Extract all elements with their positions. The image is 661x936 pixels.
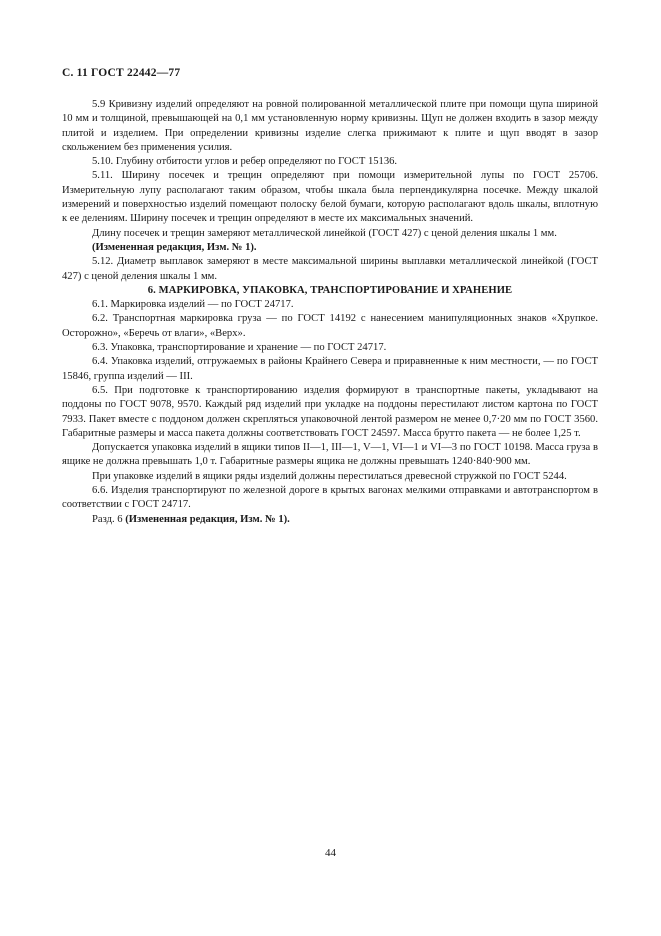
- paragraph-5-11-length: Длину посечек и трещин замеряют металлической линейкой (ГОСТ 427) с ценой деления шкалы 1 мм.: [92, 227, 557, 239]
- paragraph-6-5: 6.5. При подготовке к транспортированию изделия формируют в транспортные пакеты, укладывают на поддоны по ГОСТ 9078, 9570. Каждый ряд изделий при укладке на поддоны перестилают листом картона по ГОСТ 7933. Пакет вместе с поддоном должен скрепляться упаковочной лентой размером не менее 0,7·20 мм по ГОСТ 3560. Габаритные размеры и масса пакета должны соответствовать ГОСТ 24597. Масса брутто пакета — не более 1,25 т.: [62, 384, 598, 439]
- amendment-note: (Измененная редакция, Изм. № 1).: [92, 241, 257, 253]
- paragraph-6-6: 6.6. Изделия транспортируют по железной дороге в крытых вагонах мелкими отправками и автотранспортом в соответствии с ГОСТ 24717.: [62, 485, 598, 511]
- section-6-ref: Разд. 6: [92, 513, 126, 525]
- document-body: [62, 98, 598, 527]
- paragraph-6-4: 6.4. Упаковка изделий, отгружаемых в районы Крайнего Севера и приравненные к ним местности, — по ГОСТ 15846, группа изделий — III.: [62, 356, 598, 382]
- section-6-amendment: [62, 513, 598, 527]
- paragraph-5-10: 5.10. Глубину отбитости углов и ребер определяют по ГОСТ 15136.: [92, 156, 398, 168]
- paragraph-6-2: 6.2. Транспортная маркировка груза — по ГОСТ 14192 с нанесением манипуляционных знаков «Хрупкое. Осторожно», «Беречь от влаги», «Верх».: [62, 313, 598, 339]
- paragraph-5-9: 5.9 Кривизну изделий определяют на ровной полированной металлической плите при помощи щупа шириной 10 мм и толщиной, превышающей на 0,1 мм установленную норму кривизны. Щуп не должен входить в зазор между плитой и изделием. При определении кривизны изделие слегка прижимают к плите и щуп вводят в зазор скольжением без применения усилия.: [62, 99, 598, 153]
- paragraph-5-12: 5.12. Диаметр выплавок замеряют в месте максимальной ширины выплавки металлической линейкой (ГОСТ 427) с ценой деления шкалы 1 мм.: [62, 256, 598, 282]
- paragraph-6-1: 6.1. Маркировка изделий — по ГОСТ 24717.: [92, 299, 294, 311]
- paragraph-6-5-shavings: При упаковке изделий в ящики ряды изделий должны перестилаться древесной стружкой по ГОСТ 5244.: [92, 470, 567, 482]
- section-title-6: 6. МАРКИРОВКА, УПАКОВКА, ТРАНСПОРТИРОВАНИЕ И ХРАНЕНИЕ: [147, 284, 513, 296]
- paragraph-5-11: 5.11. Ширину посечек и трещин определяют при помощи измерительной лупы по ГОСТ 25706. Измерительную лупу располагают таким образом, чтобы шкала была перпендикулярна посечке. Между шкалой измерений и поверхностью изделий помещают полоску белой бумаги, которую располагают вдоль шкалы, вплотную к ее делениям. Ширину посечек и трещин определяют в месте их максимальных значений.: [62, 170, 598, 225]
- page-number: 44: [325, 847, 336, 859]
- page-header: С. 11 ГОСТ 22442—77: [62, 67, 181, 79]
- paragraph-6-5-boxes: Допускается упаковка изделий в ящики типов II—1, III—1, V—1, VI—1 и VI—3 по ГОСТ 10198. Масса груза в ящике не должна превышать 1,0 т. Габаритные размеры ящика не должны превышать 1240·840·900 мм.: [62, 442, 598, 468]
- section-6-amendment-note: (Измененная редакция, Изм. № 1).: [125, 513, 290, 525]
- paragraph-6-3: 6.3. Упаковка, транспортирование и хранение — по ГОСТ 24717.: [92, 342, 387, 354]
